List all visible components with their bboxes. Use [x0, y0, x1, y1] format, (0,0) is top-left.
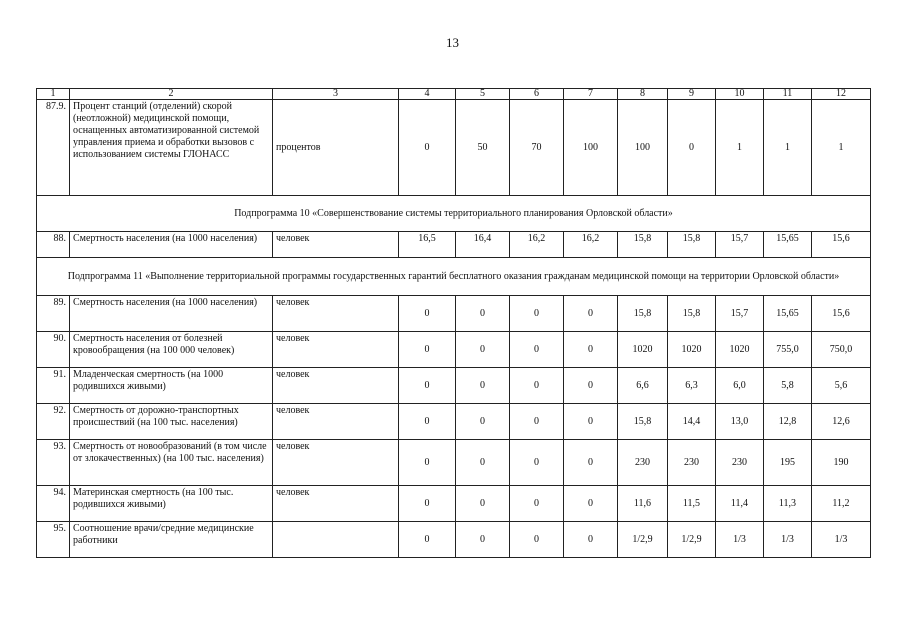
value-cell: 0 [456, 368, 510, 404]
value-cell: 0 [510, 296, 564, 332]
table-row [37, 296, 871, 332]
value-cell: 1020 [716, 332, 764, 368]
value-cell: 0 [399, 296, 456, 332]
value-cell: 0 [510, 368, 564, 404]
unit-cell: процентов [273, 100, 399, 196]
value-cell: 0 [399, 332, 456, 368]
value-cell: 0 [399, 368, 456, 404]
value-cell: 750,0 [812, 332, 871, 368]
indicator-name: Материнская смертность (на 100 тыс. родившихся живыми) [70, 486, 273, 522]
value-cell: 11,4 [716, 486, 764, 522]
value-cell: 0 [399, 486, 456, 522]
value-cell: 0 [510, 440, 564, 486]
value-cell: 5,6 [812, 368, 871, 404]
value-cell: 11,2 [812, 486, 871, 522]
value-cell: 11,3 [764, 486, 812, 522]
value-cell: 12,6 [812, 404, 871, 440]
value-cell: 1 [716, 100, 764, 196]
unit-cell: человек [273, 332, 399, 368]
column-header: 4 [399, 89, 456, 100]
section-heading-row [37, 196, 871, 232]
value-cell: 11,5 [668, 486, 716, 522]
column-header: 5 [456, 89, 510, 100]
value-cell: 100 [564, 100, 618, 196]
value-cell: 6,3 [668, 368, 716, 404]
indicator-name: Смертность от новообразований (в том числе от злокачественных) (на 100 тыс. населения) [70, 440, 273, 486]
value-cell: 13,0 [716, 404, 764, 440]
column-number-header-row [37, 89, 871, 100]
column-header: 10 [716, 89, 764, 100]
value-cell: 15,65 [764, 296, 812, 332]
column-header: 12 [812, 89, 871, 100]
column-header: 1 [37, 89, 70, 100]
value-cell: 15,65 [764, 232, 812, 258]
value-cell: 11,6 [618, 486, 668, 522]
indicators-table [36, 88, 871, 558]
row-number: 92. [37, 404, 70, 440]
column-header: 6 [510, 89, 564, 100]
table-row [37, 332, 871, 368]
column-header: 8 [618, 89, 668, 100]
value-cell: 0 [456, 296, 510, 332]
value-cell: 12,8 [764, 404, 812, 440]
value-cell: 15,8 [618, 296, 668, 332]
value-cell: 0 [510, 522, 564, 558]
value-cell: 15,8 [618, 404, 668, 440]
page-number: 13 [446, 35, 459, 50]
unit-cell [273, 522, 399, 558]
value-cell: 1020 [668, 332, 716, 368]
value-cell: 1/3 [812, 522, 871, 558]
value-cell: 16,5 [399, 232, 456, 258]
section-heading: Подпрограмма 10 «Совершенствование системы территориального планирования Орловской области» [37, 196, 871, 232]
row-number: 90. [37, 332, 70, 368]
value-cell: 1 [764, 100, 812, 196]
indicator-name: Смертность населения (на 1000 населения) [70, 296, 273, 332]
value-cell: 0 [456, 440, 510, 486]
value-cell: 0 [399, 440, 456, 486]
unit-cell: человек [273, 486, 399, 522]
value-cell: 1020 [618, 332, 668, 368]
value-cell: 0 [510, 404, 564, 440]
indicator-name: Младенческая смертность (на 1000 родившихся живыми) [70, 368, 273, 404]
value-cell: 0 [668, 100, 716, 196]
value-cell: 230 [668, 440, 716, 486]
value-cell: 15,7 [716, 296, 764, 332]
value-cell: 0 [399, 522, 456, 558]
row-number: 94. [37, 486, 70, 522]
column-header: 2 [70, 89, 273, 100]
column-header: 9 [668, 89, 716, 100]
value-cell: 0 [564, 404, 618, 440]
value-cell: 755,0 [764, 332, 812, 368]
table-row [37, 368, 871, 404]
row-number: 95. [37, 522, 70, 558]
table-row [37, 522, 871, 558]
row-number: 91. [37, 368, 70, 404]
row-number: 87.9. [37, 100, 70, 196]
value-cell: 15,8 [668, 232, 716, 258]
value-cell: 0 [456, 486, 510, 522]
value-cell: 0 [399, 404, 456, 440]
value-cell: 230 [716, 440, 764, 486]
value-cell: 6,0 [716, 368, 764, 404]
value-cell: 0 [510, 332, 564, 368]
value-cell: 70 [510, 100, 564, 196]
indicator-name: Соотношение врачи/средние медицинские работники [70, 522, 273, 558]
section-heading: Подпрограмма 11 «Выполнение территориальной программы государственных гарантий бесплатного оказания гражданам медицинской помощи на территории Орловской области» [37, 258, 871, 296]
indicator-name: Процент станций (отделений) скорой (неотложной) медицинской помощи, оснащенных автоматизированной системой управления приема и обработки вызовов с использованием системы ГЛОНАСС [70, 100, 273, 196]
value-cell: 15,6 [812, 296, 871, 332]
value-cell: 190 [812, 440, 871, 486]
indicator-name: Смертность от дорожно-транспортных происшествий (на 100 тыс. населения) [70, 404, 273, 440]
value-cell: 15,6 [812, 232, 871, 258]
value-cell: 0 [564, 332, 618, 368]
unit-cell: человек [273, 440, 399, 486]
value-cell: 0 [564, 440, 618, 486]
value-cell: 1 [812, 100, 871, 196]
table-row [37, 404, 871, 440]
column-header: 3 [273, 89, 399, 100]
table-row [37, 440, 871, 486]
value-cell: 195 [764, 440, 812, 486]
value-cell: 0 [564, 368, 618, 404]
table-row [37, 100, 871, 196]
table-row [37, 232, 871, 258]
row-number: 89. [37, 296, 70, 332]
value-cell: 0 [510, 486, 564, 522]
value-cell: 15,8 [668, 296, 716, 332]
value-cell: 230 [618, 440, 668, 486]
value-cell: 14,4 [668, 404, 716, 440]
section-heading-row [37, 258, 871, 296]
value-cell: 6,6 [618, 368, 668, 404]
indicator-name: Смертность населения (на 1000 населения) [70, 232, 273, 258]
value-cell: 0 [456, 332, 510, 368]
value-cell: 0 [564, 296, 618, 332]
value-cell: 100 [618, 100, 668, 196]
value-cell: 16,2 [564, 232, 618, 258]
table-row [37, 486, 871, 522]
value-cell: 0 [564, 486, 618, 522]
value-cell: 15,7 [716, 232, 764, 258]
value-cell: 5,8 [764, 368, 812, 404]
value-cell: 1/2,9 [618, 522, 668, 558]
column-header: 11 [764, 89, 812, 100]
indicator-name: Смертность населения от болезней кровообращения (на 100 000 человек) [70, 332, 273, 368]
value-cell: 16,2 [510, 232, 564, 258]
value-cell: 1/3 [764, 522, 812, 558]
value-cell: 16,4 [456, 232, 510, 258]
unit-cell: человек [273, 296, 399, 332]
value-cell: 15,8 [618, 232, 668, 258]
value-cell: 1/3 [716, 522, 764, 558]
row-number: 93. [37, 440, 70, 486]
value-cell: 0 [456, 404, 510, 440]
value-cell: 1/2,9 [668, 522, 716, 558]
unit-cell: человек [273, 368, 399, 404]
value-cell: 0 [399, 100, 456, 196]
value-cell: 0 [456, 522, 510, 558]
value-cell: 0 [564, 522, 618, 558]
column-header: 7 [564, 89, 618, 100]
unit-cell: человек [273, 404, 399, 440]
row-number: 88. [37, 232, 70, 258]
value-cell: 50 [456, 100, 510, 196]
unit-cell: человек [273, 232, 399, 258]
